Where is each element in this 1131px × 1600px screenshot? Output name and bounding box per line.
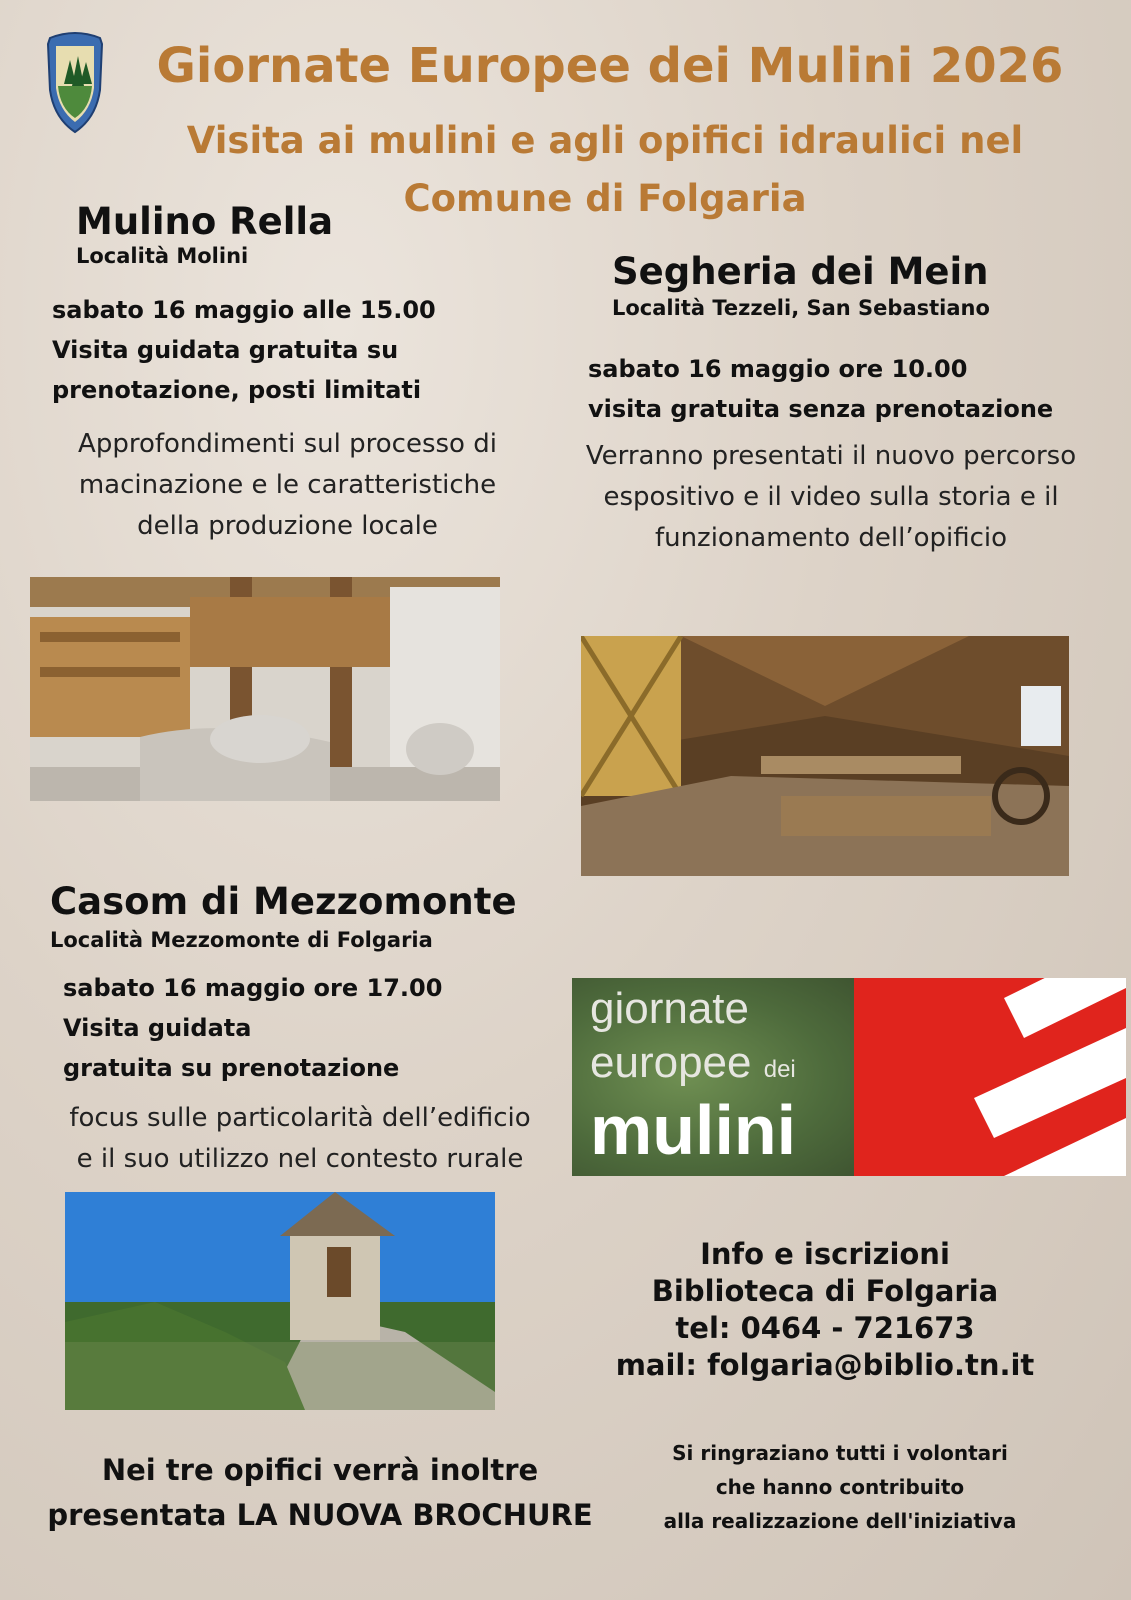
thanks-line: Si ringraziano tutti i volontari <box>672 1441 1008 1465</box>
logo-text-dei: dei <box>763 1056 796 1083</box>
brochure-note <box>20 1448 620 1538</box>
site-location: Località Tezzeli, San Sebastiano <box>612 296 990 320</box>
site-description <box>40 1098 560 1180</box>
site-name-casom-di-mezzomonte: Casom di Mezzomonte <box>50 880 517 923</box>
segheria-photo <box>581 636 1069 876</box>
desc-line: e il suo utilizzo nel contesto rurale <box>76 1144 524 1174</box>
site-schedule <box>588 349 1108 429</box>
page-title: Giornate Europee dei Mulini 2026 <box>156 38 1064 94</box>
thanks-line: alla realizzazione dell'iniziativa <box>663 1509 1017 1533</box>
site-visit-info: Visita guidata <box>63 1014 252 1042</box>
info-phone[interactable]: tel: 0464 - 721673 <box>675 1311 975 1345</box>
subtitle-line: Comune di Folgaria <box>403 177 807 220</box>
thanks-note <box>620 1436 1060 1538</box>
desc-line: espositivo e il video sulla storia e il <box>603 482 1059 512</box>
subtitle-line: Visita ai mulini e agli opifici idraulici nel <box>186 119 1024 162</box>
municipal-crest-icon <box>44 30 106 136</box>
site-visit-info: Visita guidata gratuita su <box>52 336 399 364</box>
site-schedule <box>63 968 543 1088</box>
desc-line: macinazione e le caratteristiche <box>78 470 497 500</box>
logo-text-mulini: mulini <box>590 1091 797 1169</box>
brochure-line: Nei tre opifici verrà inoltre <box>101 1453 539 1487</box>
site-date: sabato 16 maggio ore 10.00 <box>588 355 968 383</box>
info-email[interactable]: mail: folgaria@biblio.tn.it <box>615 1348 1035 1382</box>
desc-line: funzionamento dell’opificio <box>654 523 1008 553</box>
logo-green-panel <box>572 978 854 1176</box>
site-location: Località Molini <box>76 244 249 268</box>
site-description <box>556 436 1106 559</box>
brochure-line: presentata LA NUOVA BROCHURE <box>47 1498 593 1532</box>
casom-photo <box>65 1192 495 1410</box>
site-description <box>30 424 545 547</box>
desc-line: focus sulle particolarità dell’edificio <box>69 1103 531 1133</box>
site-name-segheria-dei-mein: Segheria dei Mein <box>612 250 989 293</box>
site-date: sabato 16 maggio alle 15.00 <box>52 296 436 324</box>
desc-line: Verranno presentati il nuovo percorso <box>585 441 1077 471</box>
info-block <box>590 1236 1060 1384</box>
logo-red-panel <box>854 978 1126 1176</box>
site-name-mulino-rella: Mulino Rella <box>76 200 334 243</box>
site-date: sabato 16 maggio ore 17.00 <box>63 974 443 1002</box>
logo-text-europee: europee <box>590 1038 752 1087</box>
site-visit-info: visita gratuita senza prenotazione <box>588 395 1054 423</box>
giornate-europee-mulini-logo <box>572 978 1126 1176</box>
thanks-line: che hanno contribuito <box>715 1475 965 1499</box>
logo-text: giornate <box>590 984 750 1033</box>
desc-line: Approfondimenti sul processo di <box>78 429 497 459</box>
logo-text <box>590 1038 796 1088</box>
site-visit-info: prenotazione, posti limitati <box>52 376 422 404</box>
desc-line: della produzione locale <box>137 511 438 541</box>
site-schedule <box>52 290 532 410</box>
mulino-rella-photo <box>30 577 500 801</box>
info-organization: Biblioteca di Folgaria <box>651 1274 999 1308</box>
site-visit-info: gratuita su prenotazione <box>63 1054 400 1082</box>
site-location: Località Mezzomonte di Folgaria <box>50 928 433 952</box>
info-heading: Info e iscrizioni <box>700 1237 950 1271</box>
